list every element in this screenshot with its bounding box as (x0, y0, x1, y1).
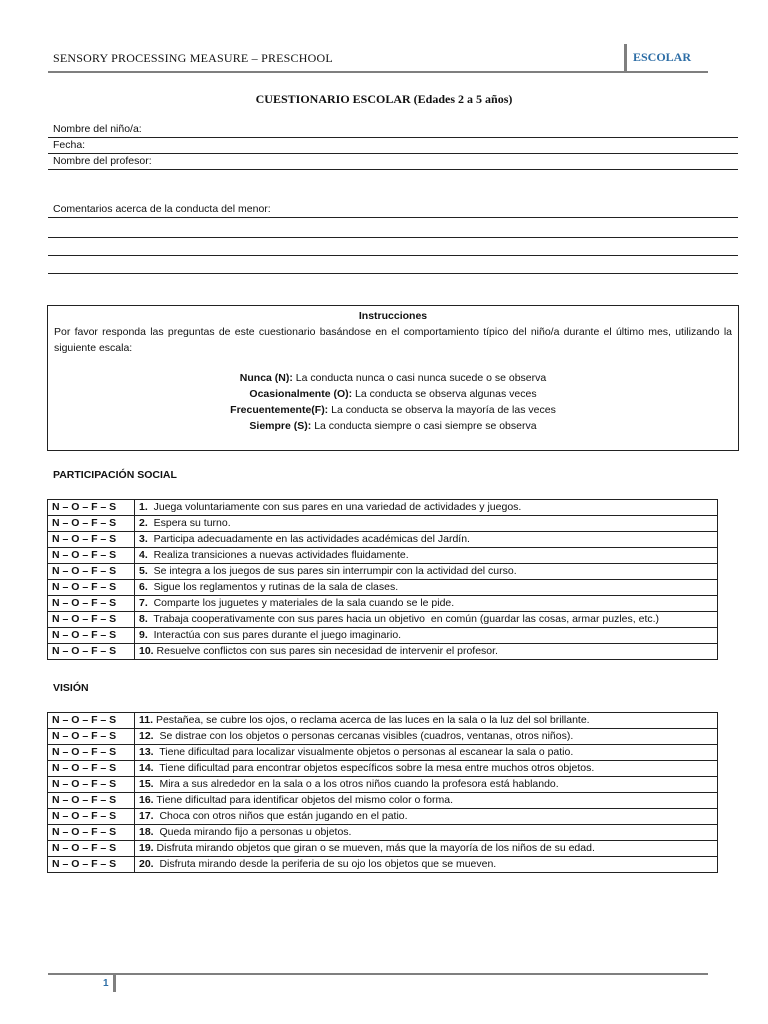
table-row (48, 841, 718, 857)
question-text: Se integra a los juegos de sus pares sin interrumpir con la actividad del curso. (147, 565, 517, 577)
question-number: 16. (139, 794, 154, 806)
question-number: 4. (139, 549, 148, 561)
table-row (48, 713, 718, 729)
rating-scale[interactable]: N – O – F – S (48, 532, 135, 548)
question-cell (135, 612, 718, 628)
comments-line[interactable] (48, 237, 738, 238)
header-section-label: ESCOLAR (633, 50, 692, 64)
rating-scale[interactable]: N – O – F – S (48, 841, 135, 857)
section-heading-social: PARTICIPACIÓN SOCIAL (53, 469, 177, 481)
rating-scale[interactable]: N – O – F – S (48, 612, 135, 628)
question-number: 5. (139, 565, 148, 577)
instructions-box (47, 305, 739, 451)
question-number: 2. (139, 517, 148, 529)
table-row (48, 729, 718, 745)
question-text: Resuelve conflictos con sus pares sin necesidad de intervenir el profesor. (153, 645, 498, 657)
rating-scale[interactable]: N – O – F – S (48, 500, 135, 516)
instructions-text: Por favor responda las preguntas de este cuestionario basándose en el comportamiento típico del niño/a durante el último mes, utilizando la siguiente escala: (54, 326, 732, 354)
table-row (48, 644, 718, 660)
footer-rule (48, 973, 708, 975)
question-text: Tiene dificultad para encontrar objetos específicos sobre la mesa entre muchos otros objetos. (153, 762, 595, 774)
instructions-heading: Instrucciones (358, 310, 428, 322)
document-title: CUESTIONARIO ESCOLAR (Edades 2 a 5 años) (255, 92, 513, 106)
rating-scale[interactable]: N – O – F – S (48, 761, 135, 777)
header-title: SENSORY PROCESSING MEASURE – PRESCHOOL (53, 51, 333, 65)
rating-scale[interactable]: N – O – F – S (48, 644, 135, 660)
social-participation-table (47, 499, 718, 660)
table-row (48, 612, 718, 628)
rating-scale[interactable]: N – O – F – S (48, 628, 135, 644)
question-number: 15. (139, 778, 154, 790)
teacher-name-field[interactable] (48, 154, 738, 170)
question-cell (135, 841, 718, 857)
question-number: 17. (139, 810, 154, 822)
question-text: Realiza transiciones a nuevas actividades fluidamente. (147, 549, 409, 561)
scale-item: Siempre (S): La conducta siempre o casi siempre se observa (249, 420, 537, 432)
question-cell (135, 793, 718, 809)
section-heading-vision: VISIÓN (53, 682, 89, 694)
question-cell (135, 516, 718, 532)
rating-scale[interactable]: N – O – F – S (48, 580, 135, 596)
question-number: 11. (139, 714, 154, 726)
question-number: 18. (139, 826, 154, 838)
question-cell (135, 729, 718, 745)
table-row (48, 793, 718, 809)
rating-scale[interactable]: N – O – F – S (48, 596, 135, 612)
vision-table (47, 712, 718, 873)
table-row (48, 628, 718, 644)
question-number: 9. (139, 629, 148, 641)
question-text: Sigue los reglamentos y rutinas de la sala de clases. (147, 581, 399, 593)
table-row (48, 500, 718, 516)
question-text: Comparte los juguetes y materiales de la sala cuando se le pide. (147, 597, 455, 609)
table-row (48, 548, 718, 564)
question-cell (135, 777, 718, 793)
question-text: Pestañea, se cubre los ojos, o reclama acerca de las luces en la sala o la luz del sol brillante. (153, 714, 590, 726)
question-text: Disfruta mirando objetos que giran o se mueven, más que la mayoría de los niños de su edad. (153, 842, 595, 854)
question-number: 10. (139, 645, 154, 657)
table-row (48, 532, 718, 548)
footer-divider (113, 974, 116, 992)
question-cell (135, 713, 718, 729)
question-text: Se distrae con los objetos o personas cercanas visibles (cuadros, ventanas, otros niños). (153, 730, 574, 742)
question-number: 12. (139, 730, 154, 742)
rating-scale[interactable]: N – O – F – S (48, 548, 135, 564)
question-cell (135, 580, 718, 596)
table-row (48, 777, 718, 793)
question-cell (135, 644, 718, 660)
table-row (48, 580, 718, 596)
question-cell (135, 532, 718, 548)
comments-line[interactable] (48, 255, 738, 256)
question-cell (135, 596, 718, 612)
rating-scale[interactable]: N – O – F – S (48, 713, 135, 729)
scale-item: Frecuentemente(F): La conducta se observa la mayoría de las veces (230, 404, 556, 416)
scale-item: Ocasionalmente (O): La conducta se observa algunas veces (249, 388, 537, 400)
table-row (48, 564, 718, 580)
rating-scale[interactable]: N – O – F – S (48, 793, 135, 809)
question-cell (135, 761, 718, 777)
question-number: 6. (139, 581, 148, 593)
rating-scale[interactable]: N – O – F – S (48, 825, 135, 841)
question-number: 14. (139, 762, 154, 774)
question-number: 13. (139, 746, 154, 758)
question-number: 3. (139, 533, 148, 545)
question-cell (135, 628, 718, 644)
question-text: Participa adecuadamente en las actividades académicas del Jardín. (147, 533, 470, 545)
question-number: 1. (139, 501, 148, 513)
question-text: Trabaja cooperativamente con sus pares hacia un objetivo en común (guardar las cosas, armar puzles, etc.) (147, 613, 660, 625)
question-text: Disfruta mirando desde la periferia de su ojo los objetos que se mueven. (153, 858, 497, 870)
question-cell (135, 745, 718, 761)
rating-scale[interactable]: N – O – F – S (48, 809, 135, 825)
header-rule (48, 71, 708, 73)
question-number: 19. (139, 842, 154, 854)
table-row (48, 745, 718, 761)
table-row (48, 596, 718, 612)
question-text: Mira a sus alrededor en la sala o a los otros niños cuando la profesora está hablando. (153, 778, 559, 790)
table-row (48, 516, 718, 532)
question-number: 7. (139, 597, 148, 609)
date-label: Fecha: (53, 139, 86, 151)
question-text: Tiene dificultad para identificar objetos del mismo color o forma. (153, 794, 454, 806)
question-cell (135, 548, 718, 564)
rating-scale[interactable]: N – O – F – S (48, 857, 135, 873)
header-divider (624, 44, 627, 71)
question-text: Juega voluntariamente con sus pares en una variedad de actividades y juegos. (147, 501, 522, 513)
page-number: 1 (103, 978, 109, 989)
child-name-field[interactable] (48, 122, 738, 138)
question-text: Queda mirando fijo a personas u objetos. (153, 826, 352, 838)
question-cell (135, 857, 718, 873)
question-cell (135, 564, 718, 580)
question-text: Tiene dificultad para localizar visualmente objetos o personas al escanear la sala o patio. (153, 746, 574, 758)
question-cell (135, 809, 718, 825)
question-cell (135, 825, 718, 841)
question-cell (135, 500, 718, 516)
question-text: Choca con otros niños que están jugando en el patio. (153, 810, 408, 822)
rating-scale[interactable]: N – O – F – S (48, 564, 135, 580)
question-number: 8. (139, 613, 148, 625)
scale-item: Nunca (N): La conducta nunca o casi nunca sucede o se observa (239, 372, 547, 384)
rating-scale[interactable]: N – O – F – S (48, 777, 135, 793)
teacher-name-label: Nombre del profesor: (53, 155, 152, 167)
rating-scale[interactable]: N – O – F – S (48, 516, 135, 532)
question-text: Interactúa con sus pares durante el juego imaginario. (147, 629, 402, 641)
question-text: Espera su turno. (147, 517, 231, 529)
comments-line[interactable] (48, 273, 738, 274)
comments-field[interactable] (48, 202, 738, 218)
scale-legend (54, 370, 732, 434)
rating-scale[interactable]: N – O – F – S (48, 729, 135, 745)
rating-scale[interactable]: N – O – F – S (48, 745, 135, 761)
date-field[interactable] (48, 138, 738, 154)
comments-label: Comentarios acerca de la conducta del menor: (53, 203, 271, 215)
table-row (48, 857, 718, 873)
table-row (48, 809, 718, 825)
child-name-label: Nombre del niño/a: (53, 123, 142, 135)
question-number: 20. (139, 858, 154, 870)
table-row (48, 825, 718, 841)
table-row (48, 761, 718, 777)
